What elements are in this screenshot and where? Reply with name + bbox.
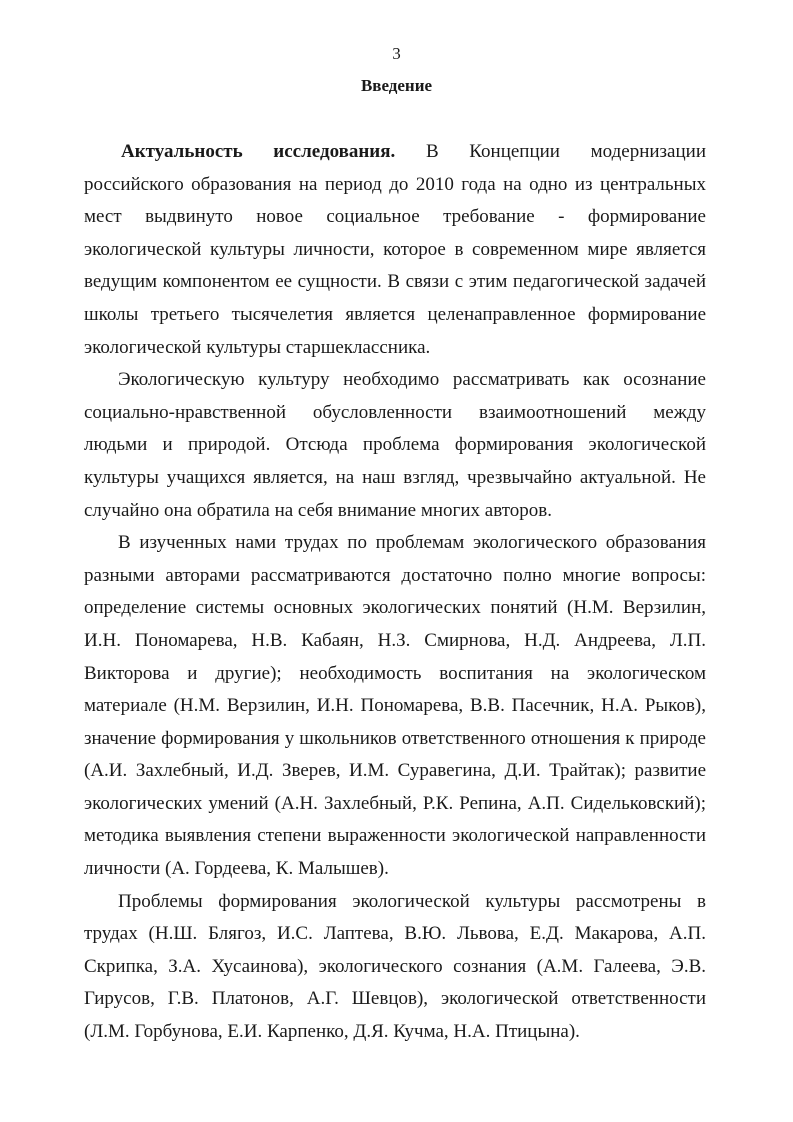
page-number: 3 [392, 44, 401, 63]
paragraph-1-lead: Актуальность исследования. [121, 141, 396, 162]
paragraph-1 [84, 136, 706, 364]
paragraph-4: Проблемы формирования экологической культуры рассмотрены в трудах (Н.Ш. Блягоз, И.С. Лаптева, В.Ю. Львова, Е.Д. Макарова, А.П. Скрипка, З.А. Хусаинова), экологического сознания (А.М. Галеева, Э.В. Гирусов, Г.В. Платонов, А.Г. Шевцов), экологической ответственности (Л.М. Горбунова, Е.И. Карпенко, Д.Я. Кучма, Н.А. Птицына). [84, 890, 706, 1043]
paragraph-1-text: В Концепции модернизации российского образования на период до 2010 года на одно из центральных мест выдвинуто новое социальное требование - формирование экологической культуры личности, которое в современном мире является ведущим компонентом ее сущности. В связи с этим педагогической задачей школы третьего тысячелетия является целенаправленное формирование экологической культуры старшеклассника. [84, 141, 706, 358]
paragraph-3: В изученных нами трудах по проблемам экологического образования разными авторами рассматриваются достаточно полно многие вопросы: определение системы основных экологических понятий (Н.М. Верзилин, И.Н. Пономарева, Н.В. Кабаян, Н.З. Смирнова, Н.Д. Андреева, Л.П. Викторова и другие); необходимость воспитания на экологическом материале (Н.М. Верзилин, И.Н. Пономарева, В.В. Пасечник, Н.А. Рыков), значение формирования у школьников ответственного отношения к природе (А.И. Захлебный, И.Д. Зверев, И.М. Суравегина, Д.И. Трайтак); развитие экологических умений (А.Н. Захлебный, Р.К. Репина, А.П. Сидельковский); методика выявления степени выраженности экологической направленности личности (А. Гордеева, К. Малышев). [84, 532, 706, 880]
body-text [84, 136, 706, 1049]
section-heading: Введение [360, 76, 433, 95]
paragraph-2: Экологическую культуру необходимо рассматривать как осознание социально-нравственной обусловленности взаимоотношений между людьми и природой. Отсюда проблема формирования экологической культуры учащихся является, на наш взгляд, чрезвычайно актуальной. Не случайно она обратила на себя внимание многих авторов. [84, 369, 706, 521]
